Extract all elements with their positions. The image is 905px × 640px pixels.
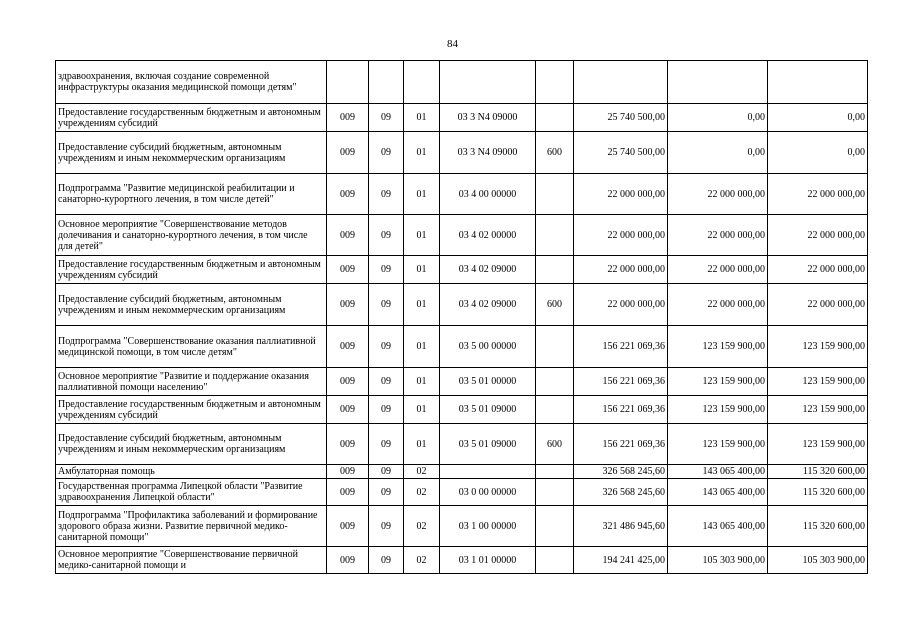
section-code: 09 <box>369 424 404 465</box>
admin-code: 009 <box>327 368 369 396</box>
target-article-code: 03 5 01 00000 <box>440 368 536 396</box>
table-row <box>56 424 868 465</box>
amount-year-2: 123 159 900,00 <box>668 326 768 368</box>
amount-year-2: 0,00 <box>668 132 768 174</box>
section-code: 09 <box>369 174 404 215</box>
expense-type-code <box>536 215 574 256</box>
amount-year-3: 123 159 900,00 <box>768 368 868 396</box>
amount-year-1: 22 000 000,00 <box>574 256 668 284</box>
section-code: 09 <box>369 396 404 424</box>
expense-type-code <box>536 368 574 396</box>
subsection-code: 01 <box>404 368 440 396</box>
amount-year-1 <box>574 61 668 104</box>
amount-year-2: 123 159 900,00 <box>668 368 768 396</box>
page-number: 84 <box>447 38 458 50</box>
admin-code: 009 <box>327 326 369 368</box>
target-article-code: 03 5 01 09000 <box>440 396 536 424</box>
amount-year-1: 326 568 245,60 <box>574 465 668 479</box>
section-code: 09 <box>369 368 404 396</box>
amount-year-1: 25 740 500,00 <box>574 104 668 132</box>
amount-year-3: 22 000 000,00 <box>768 256 868 284</box>
subsection-code: 02 <box>404 465 440 479</box>
target-article-code: 03 1 01 00000 <box>440 547 536 574</box>
amount-year-1: 25 740 500,00 <box>574 132 668 174</box>
subsection-code: 02 <box>404 479 440 506</box>
admin-code: 009 <box>327 547 369 574</box>
row-name: Основное мероприятие "Совершенствование первичной медико-санитарной помощи и <box>56 547 327 574</box>
amount-year-1: 22 000 000,00 <box>574 215 668 256</box>
section-code: 09 <box>369 215 404 256</box>
target-article-code <box>440 61 536 104</box>
amount-year-3: 105 303 900,00 <box>768 547 868 574</box>
amount-year-1: 321 486 945,60 <box>574 506 668 547</box>
row-name: Основное мероприятие "Совершенствование методов долечивания и санаторно-курортного лечения, в том числе для детей" <box>56 215 327 256</box>
subsection-code: 01 <box>404 174 440 215</box>
amount-year-2: 123 159 900,00 <box>668 396 768 424</box>
admin-code <box>327 61 369 104</box>
target-article-code: 03 5 01 09000 <box>440 424 536 465</box>
target-article-code: 03 3 N4 09000 <box>440 132 536 174</box>
subsection-code: 01 <box>404 284 440 326</box>
expense-type-code <box>536 104 574 132</box>
subsection-code: 01 <box>404 256 440 284</box>
subsection-code: 01 <box>404 104 440 132</box>
section-code: 09 <box>369 465 404 479</box>
amount-year-2: 143 065 400,00 <box>668 506 768 547</box>
expense-type-code <box>536 506 574 547</box>
amount-year-1: 22 000 000,00 <box>574 174 668 215</box>
table-row <box>56 256 868 284</box>
subsection-code: 01 <box>404 215 440 256</box>
subsection-code: 01 <box>404 132 440 174</box>
subsection-code: 01 <box>404 396 440 424</box>
expense-type-code: 600 <box>536 424 574 465</box>
section-code: 09 <box>369 284 404 326</box>
row-name: Основное мероприятие "Развитие и поддержание оказания паллиативной помощи населению" <box>56 368 327 396</box>
expense-type-code <box>536 174 574 215</box>
amount-year-3: 115 320 600,00 <box>768 506 868 547</box>
target-article-code: 03 5 00 00000 <box>440 326 536 368</box>
admin-code: 009 <box>327 132 369 174</box>
target-article-code: 03 4 02 00000 <box>440 215 536 256</box>
budget-table <box>55 60 868 574</box>
amount-year-2: 22 000 000,00 <box>668 284 768 326</box>
amount-year-3 <box>768 61 868 104</box>
amount-year-3: 115 320 600,00 <box>768 479 868 506</box>
amount-year-1: 156 221 069,36 <box>574 424 668 465</box>
amount-year-2 <box>668 61 768 104</box>
table-row <box>56 465 868 479</box>
amount-year-1: 156 221 069,36 <box>574 368 668 396</box>
target-article-code: 03 1 00 00000 <box>440 506 536 547</box>
subsection-code: 02 <box>404 506 440 547</box>
row-name: Подпрограмма "Профилактика заболеваний и формирование здорового образа жизни. Развитие первичной медико-санитарной помощи" <box>56 506 327 547</box>
amount-year-2: 143 065 400,00 <box>668 479 768 506</box>
row-name: Предоставление государственным бюджетным и автономным учреждениям субсидий <box>56 256 327 284</box>
expense-type-code <box>536 479 574 506</box>
section-code: 09 <box>369 547 404 574</box>
amount-year-2: 105 303 900,00 <box>668 547 768 574</box>
amount-year-3: 22 000 000,00 <box>768 284 868 326</box>
table-row <box>56 104 868 132</box>
admin-code: 009 <box>327 256 369 284</box>
table-row <box>56 61 868 104</box>
row-name: Предоставление субсидий бюджетным, автономным учреждениям и иным некоммерческим организациям <box>56 132 327 174</box>
admin-code: 009 <box>327 424 369 465</box>
section-code: 09 <box>369 132 404 174</box>
target-article-code <box>440 465 536 479</box>
target-article-code: 03 3 N4 09000 <box>440 104 536 132</box>
row-name: Подпрограмма "Совершенствование оказания паллиативной медицинской помощи, в том числе детям" <box>56 326 327 368</box>
section-code <box>369 61 404 104</box>
admin-code: 009 <box>327 479 369 506</box>
amount-year-2: 22 000 000,00 <box>668 174 768 215</box>
admin-code: 009 <box>327 104 369 132</box>
amount-year-1: 326 568 245,60 <box>574 479 668 506</box>
amount-year-2: 22 000 000,00 <box>668 215 768 256</box>
amount-year-3: 0,00 <box>768 104 868 132</box>
expense-type-code: 600 <box>536 284 574 326</box>
admin-code: 009 <box>327 174 369 215</box>
row-name: Подпрограмма "Развитие медицинской реабилитации и санаторно-курортного лечения, в том числе детей" <box>56 174 327 215</box>
admin-code: 009 <box>327 215 369 256</box>
table-row <box>56 132 868 174</box>
amount-year-2: 0,00 <box>668 104 768 132</box>
admin-code: 009 <box>327 396 369 424</box>
expense-type-code: 600 <box>536 132 574 174</box>
section-code: 09 <box>369 256 404 284</box>
section-code: 09 <box>369 326 404 368</box>
row-name: Предоставление государственным бюджетным и автономным учреждениям субсидий <box>56 396 327 424</box>
expense-type-code <box>536 547 574 574</box>
row-name: здравоохранения, включая создание современной инфраструктуры оказания медицинской помощи детям" <box>56 61 327 104</box>
amount-year-2: 123 159 900,00 <box>668 424 768 465</box>
amount-year-3: 22 000 000,00 <box>768 215 868 256</box>
amount-year-1: 156 221 069,36 <box>574 396 668 424</box>
section-code: 09 <box>369 506 404 547</box>
amount-year-3: 123 159 900,00 <box>768 326 868 368</box>
row-name: Государственная программа Липецкой области "Развитие здравоохранения Липецкой области" <box>56 479 327 506</box>
subsection-code: 02 <box>404 547 440 574</box>
amount-year-3: 22 000 000,00 <box>768 174 868 215</box>
row-name: Предоставление государственным бюджетным и автономным учреждениям субсидий <box>56 104 327 132</box>
row-name: Амбулаторная помощь <box>56 465 327 479</box>
amount-year-3: 115 320 600,00 <box>768 465 868 479</box>
amount-year-1: 194 241 425,00 <box>574 547 668 574</box>
row-name: Предоставление субсидий бюджетным, автономным учреждениям и иным некоммерческим организациям <box>56 284 327 326</box>
subsection-code <box>404 61 440 104</box>
amount-year-2: 22 000 000,00 <box>668 256 768 284</box>
amount-year-1: 156 221 069,36 <box>574 326 668 368</box>
section-code: 09 <box>369 104 404 132</box>
amount-year-3: 123 159 900,00 <box>768 424 868 465</box>
admin-code: 009 <box>327 465 369 479</box>
amount-year-3: 123 159 900,00 <box>768 396 868 424</box>
expense-type-code <box>536 326 574 368</box>
target-article-code: 03 4 00 00000 <box>440 174 536 215</box>
admin-code: 009 <box>327 284 369 326</box>
row-name: Предоставление субсидий бюджетным, автономным учреждениям и иным некоммерческим организациям <box>56 424 327 465</box>
target-article-code: 03 0 00 00000 <box>440 479 536 506</box>
table-row <box>56 368 868 396</box>
table-row <box>56 547 868 574</box>
section-code: 09 <box>369 479 404 506</box>
table-row <box>56 396 868 424</box>
table-row <box>56 479 868 506</box>
table-row <box>56 284 868 326</box>
admin-code: 009 <box>327 506 369 547</box>
subsection-code: 01 <box>404 424 440 465</box>
amount-year-1: 22 000 000,00 <box>574 284 668 326</box>
table-row <box>56 174 868 215</box>
table-body <box>56 61 868 574</box>
table-row <box>56 215 868 256</box>
expense-type-code <box>536 465 574 479</box>
table-row <box>56 326 868 368</box>
expense-type-code <box>536 61 574 104</box>
target-article-code: 03 4 02 09000 <box>440 256 536 284</box>
target-article-code: 03 4 02 09000 <box>440 284 536 326</box>
subsection-code: 01 <box>404 326 440 368</box>
expense-type-code <box>536 256 574 284</box>
table-row <box>56 506 868 547</box>
amount-year-2: 143 065 400,00 <box>668 465 768 479</box>
expense-type-code <box>536 396 574 424</box>
amount-year-3: 0,00 <box>768 132 868 174</box>
